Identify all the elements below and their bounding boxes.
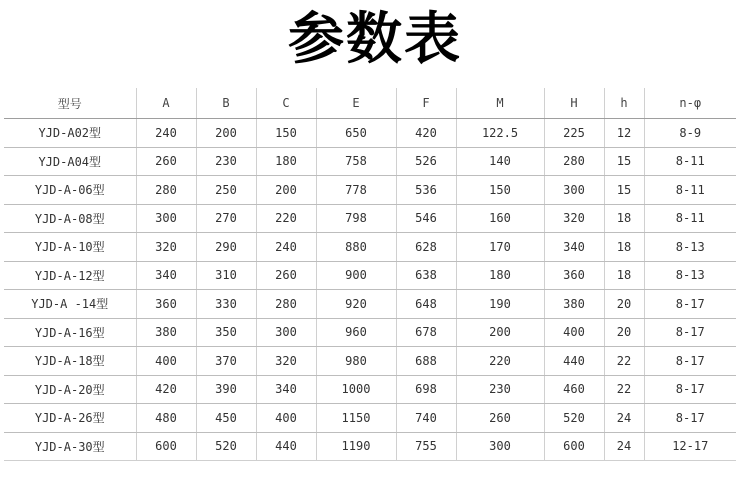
value-cell: 1190 xyxy=(316,432,396,461)
value-cell: 150 xyxy=(256,119,316,148)
value-cell: 8-17 xyxy=(644,290,736,319)
page-title: 参数表 xyxy=(288,7,462,72)
model-cell: YJD-A-30型 xyxy=(4,432,136,461)
value-cell: 18 xyxy=(604,261,644,290)
value-cell: 230 xyxy=(456,375,544,404)
value-cell: 546 xyxy=(396,204,456,233)
value-cell: 360 xyxy=(544,261,604,290)
value-cell: 240 xyxy=(256,233,316,262)
value-cell: 520 xyxy=(544,404,604,433)
model-cell: YJD-A-16型 xyxy=(4,318,136,347)
value-cell: 8-13 xyxy=(644,261,736,290)
value-cell: 280 xyxy=(544,147,604,176)
value-cell: 330 xyxy=(196,290,256,319)
value-cell: 15 xyxy=(604,176,644,205)
table-row xyxy=(4,261,736,290)
value-cell: 230 xyxy=(196,147,256,176)
value-cell: 18 xyxy=(604,204,644,233)
column-header: F xyxy=(396,88,456,119)
model-cell: YJD-A-18型 xyxy=(4,347,136,376)
value-cell: 8-17 xyxy=(644,404,736,433)
column-header: A xyxy=(136,88,196,119)
column-header: M xyxy=(456,88,544,119)
value-cell: 24 xyxy=(604,432,644,461)
value-cell: 280 xyxy=(136,176,196,205)
value-cell: 440 xyxy=(256,432,316,461)
value-cell: 420 xyxy=(136,375,196,404)
value-cell: 526 xyxy=(396,147,456,176)
model-cell: YJD-A-26型 xyxy=(4,404,136,433)
value-cell: 300 xyxy=(256,318,316,347)
table-row xyxy=(4,119,736,148)
table-row xyxy=(4,147,736,176)
value-cell: 460 xyxy=(544,375,604,404)
value-cell: 798 xyxy=(316,204,396,233)
model-cell: YJD-A-10型 xyxy=(4,233,136,262)
value-cell: 240 xyxy=(136,119,196,148)
value-cell: 12-17 xyxy=(644,432,736,461)
model-cell: YJD-A -14型 xyxy=(4,290,136,319)
value-cell: 880 xyxy=(316,233,396,262)
value-cell: 8-17 xyxy=(644,347,736,376)
value-cell: 340 xyxy=(256,375,316,404)
column-header: h xyxy=(604,88,644,119)
value-cell: 1150 xyxy=(316,404,396,433)
value-cell: 678 xyxy=(396,318,456,347)
value-cell: 600 xyxy=(544,432,604,461)
column-header: C xyxy=(256,88,316,119)
value-cell: 400 xyxy=(544,318,604,347)
table-row xyxy=(4,375,736,404)
table-row xyxy=(4,347,736,376)
model-cell: YJD-A-06型 xyxy=(4,176,136,205)
value-cell: 650 xyxy=(316,119,396,148)
value-cell: 260 xyxy=(456,404,544,433)
value-cell: 24 xyxy=(604,404,644,433)
value-cell: 8-17 xyxy=(644,375,736,404)
model-cell: YJD-A-20型 xyxy=(4,375,136,404)
value-cell: 8-13 xyxy=(644,233,736,262)
value-cell: 320 xyxy=(136,233,196,262)
value-cell: 380 xyxy=(544,290,604,319)
model-cell: YJD-A02型 xyxy=(4,119,136,148)
table-header-row xyxy=(4,88,736,119)
value-cell: 350 xyxy=(196,318,256,347)
value-cell: 8-9 xyxy=(644,119,736,148)
value-cell: 122.5 xyxy=(456,119,544,148)
value-cell: 22 xyxy=(604,375,644,404)
column-header: E xyxy=(316,88,396,119)
table-row xyxy=(4,318,736,347)
value-cell: 600 xyxy=(136,432,196,461)
value-cell: 300 xyxy=(544,176,604,205)
value-cell: 280 xyxy=(256,290,316,319)
value-cell: 200 xyxy=(196,119,256,148)
table-row xyxy=(4,404,736,433)
value-cell: 310 xyxy=(196,261,256,290)
value-cell: 12 xyxy=(604,119,644,148)
value-cell: 190 xyxy=(456,290,544,319)
value-cell: 140 xyxy=(456,147,544,176)
value-cell: 960 xyxy=(316,318,396,347)
value-cell: 220 xyxy=(456,347,544,376)
value-cell: 18 xyxy=(604,233,644,262)
table-body xyxy=(4,119,736,461)
value-cell: 320 xyxy=(544,204,604,233)
table-row xyxy=(4,233,736,262)
value-cell: 900 xyxy=(316,261,396,290)
value-cell: 440 xyxy=(544,347,604,376)
value-cell: 758 xyxy=(316,147,396,176)
value-cell: 150 xyxy=(456,176,544,205)
value-cell: 536 xyxy=(396,176,456,205)
value-cell: 380 xyxy=(136,318,196,347)
value-cell: 290 xyxy=(196,233,256,262)
value-cell: 20 xyxy=(604,318,644,347)
value-cell: 180 xyxy=(456,261,544,290)
value-cell: 400 xyxy=(136,347,196,376)
value-cell: 340 xyxy=(136,261,196,290)
value-cell: 920 xyxy=(316,290,396,319)
value-cell: 160 xyxy=(456,204,544,233)
column-header: B xyxy=(196,88,256,119)
model-cell: YJD-A-08型 xyxy=(4,204,136,233)
model-cell: YJD-A04型 xyxy=(4,147,136,176)
value-cell: 420 xyxy=(396,119,456,148)
value-cell: 740 xyxy=(396,404,456,433)
value-cell: 778 xyxy=(316,176,396,205)
value-cell: 698 xyxy=(396,375,456,404)
value-cell: 1000 xyxy=(316,375,396,404)
value-cell: 360 xyxy=(136,290,196,319)
value-cell: 300 xyxy=(456,432,544,461)
value-cell: 250 xyxy=(196,176,256,205)
table-row xyxy=(4,432,736,461)
value-cell: 225 xyxy=(544,119,604,148)
column-header: H xyxy=(544,88,604,119)
value-cell: 20 xyxy=(604,290,644,319)
value-cell: 450 xyxy=(196,404,256,433)
value-cell: 520 xyxy=(196,432,256,461)
value-cell: 300 xyxy=(136,204,196,233)
column-header: 型号 xyxy=(4,88,136,119)
table-row xyxy=(4,290,736,319)
value-cell: 390 xyxy=(196,375,256,404)
model-cell: YJD-A-12型 xyxy=(4,261,136,290)
table-row xyxy=(4,204,736,233)
value-cell: 400 xyxy=(256,404,316,433)
value-cell: 370 xyxy=(196,347,256,376)
value-cell: 22 xyxy=(604,347,644,376)
value-cell: 8-11 xyxy=(644,147,736,176)
value-cell: 200 xyxy=(456,318,544,347)
value-cell: 980 xyxy=(316,347,396,376)
value-cell: 270 xyxy=(196,204,256,233)
value-cell: 260 xyxy=(256,261,316,290)
value-cell: 638 xyxy=(396,261,456,290)
value-cell: 170 xyxy=(456,233,544,262)
value-cell: 628 xyxy=(396,233,456,262)
value-cell: 320 xyxy=(256,347,316,376)
parameter-table xyxy=(4,88,736,461)
column-header: n-φ xyxy=(644,88,736,119)
value-cell: 340 xyxy=(544,233,604,262)
value-cell: 8-11 xyxy=(644,204,736,233)
value-cell: 15 xyxy=(604,147,644,176)
value-cell: 260 xyxy=(136,147,196,176)
value-cell: 755 xyxy=(396,432,456,461)
table-row xyxy=(4,176,736,205)
value-cell: 8-11 xyxy=(644,176,736,205)
value-cell: 8-17 xyxy=(644,318,736,347)
value-cell: 220 xyxy=(256,204,316,233)
value-cell: 180 xyxy=(256,147,316,176)
value-cell: 648 xyxy=(396,290,456,319)
value-cell: 480 xyxy=(136,404,196,433)
value-cell: 688 xyxy=(396,347,456,376)
value-cell: 200 xyxy=(256,176,316,205)
